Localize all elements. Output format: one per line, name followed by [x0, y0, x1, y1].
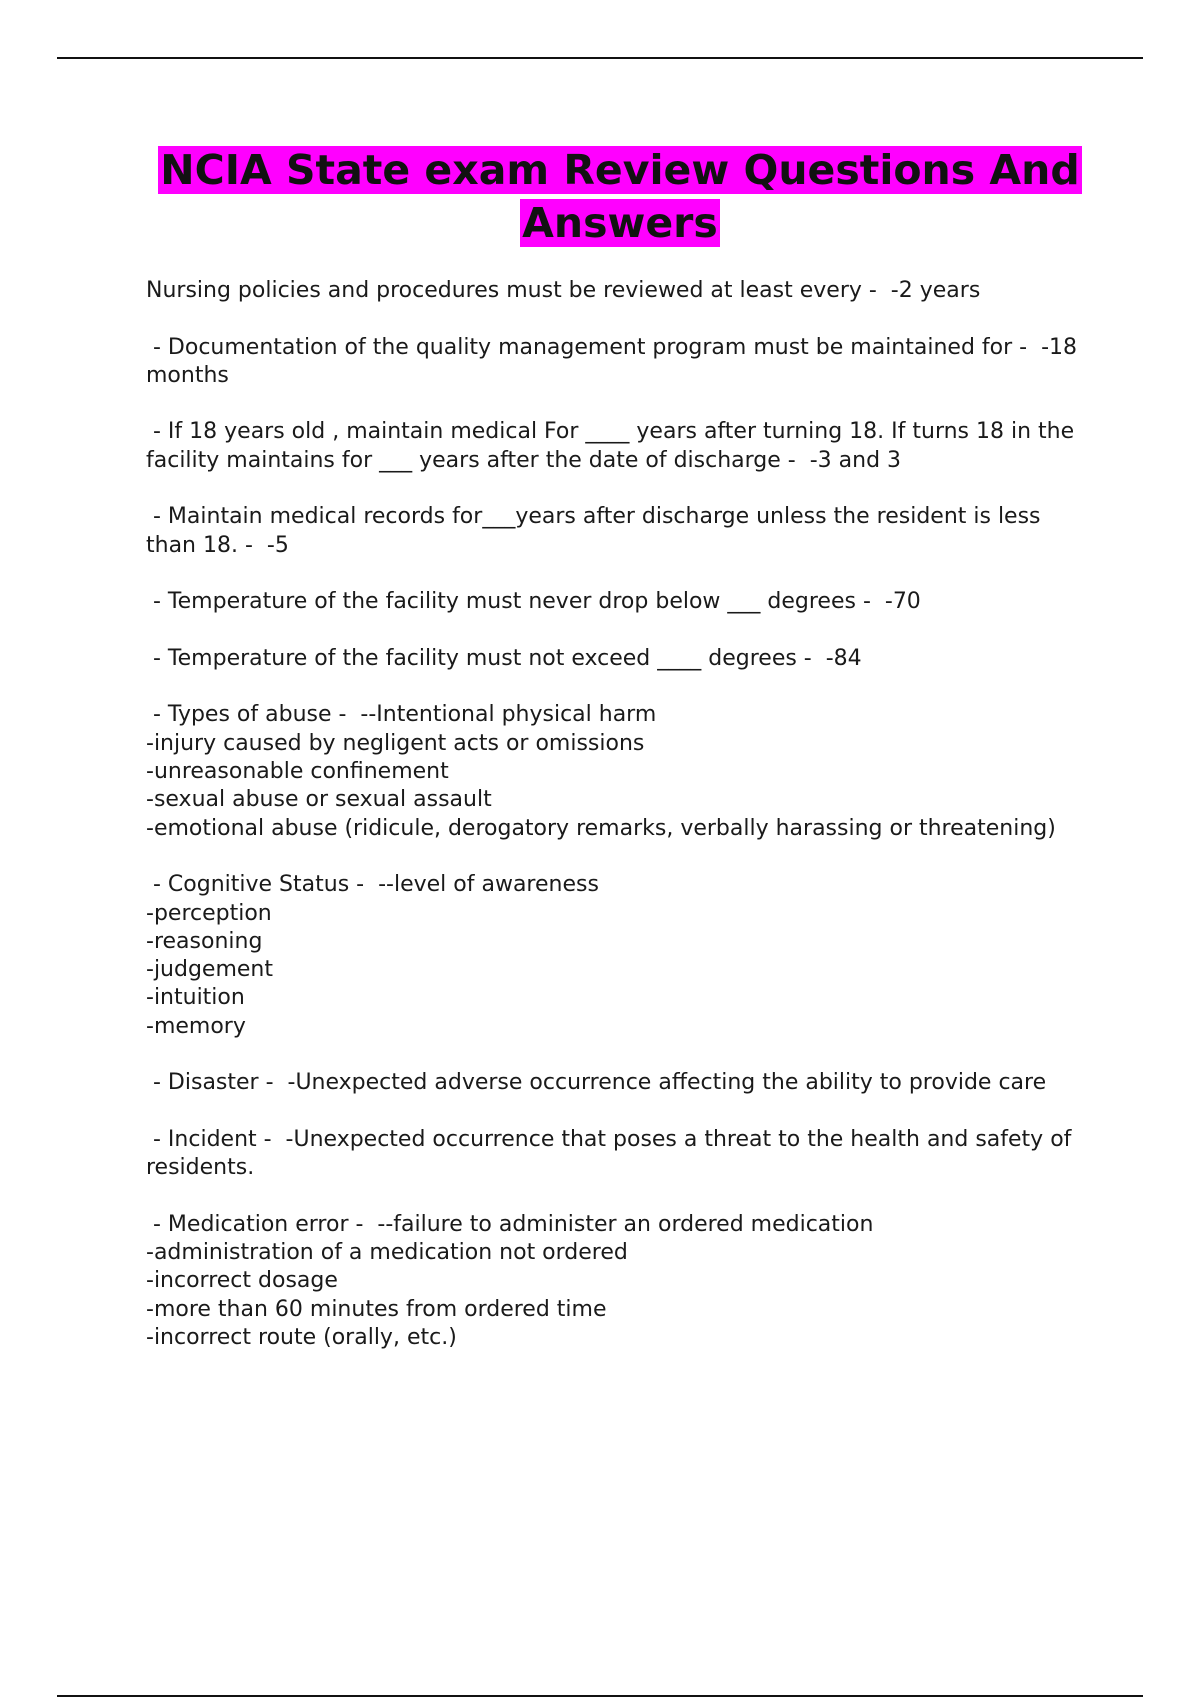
footer-rule — [57, 1695, 1143, 1697]
qa-item-records-age-18: - If 18 years old , maintain medical For ____ years after turning 18. If turns 18 in the facility maintains for ___ years after the date of discharge - -3 and 3 — [146, 419, 1082, 473]
document-body — [146, 277, 1086, 1381]
qa-item-incident: - Incident - -Unexpected occurrence that poses a threat to the health and safety of residents. — [146, 1126, 1079, 1181]
qa-item-quality-management: - Documentation of the quality management program must be maintained for - -18 months — [146, 334, 1085, 388]
qa-item-medication-error: - Medication error - --failure to administer an ordered medication -administration of a medication not ordered -incorrect dosage -more than 60 minutes from ordered time -incorrect route (orally, etc.) — [146, 1211, 874, 1350]
qa-item-disaster: - Disaster - -Unexpected adverse occurrence affecting the ability to provide care — [146, 1070, 1047, 1096]
document-title — [145, 144, 1095, 250]
qa-item-temperature-max: - Temperature of the facility must not exceed ____ degrees - -84 — [146, 645, 862, 671]
qa-item-policies-review: Nursing policies and procedures must be reviewed at least every - -2 years — [146, 278, 981, 303]
title-highlight: NCIA State exam Review Questions And Answers — [160, 146, 1080, 247]
qa-item-records-discharge: - Maintain medical records for___years after discharge unless the resident is less than 18. - -5 — [146, 504, 1048, 558]
header-rule — [57, 57, 1143, 59]
qa-item-types-of-abuse: - Types of abuse - --Intentional physical harm -injury caused by negligent acts or omissions -unreasonable confinement -sexual abuse or sexual assault -emotional abuse (ridicule, derogatory remarks, verbally harassing or threatening) — [146, 702, 1056, 841]
qa-item-cognitive-status: - Cognitive Status - --level of awareness -perception -reasoning -judgement -intuition -memory — [146, 872, 599, 1039]
qa-item-temperature-min: - Temperature of the facility must never drop below ___ degrees - -70 — [146, 589, 921, 615]
